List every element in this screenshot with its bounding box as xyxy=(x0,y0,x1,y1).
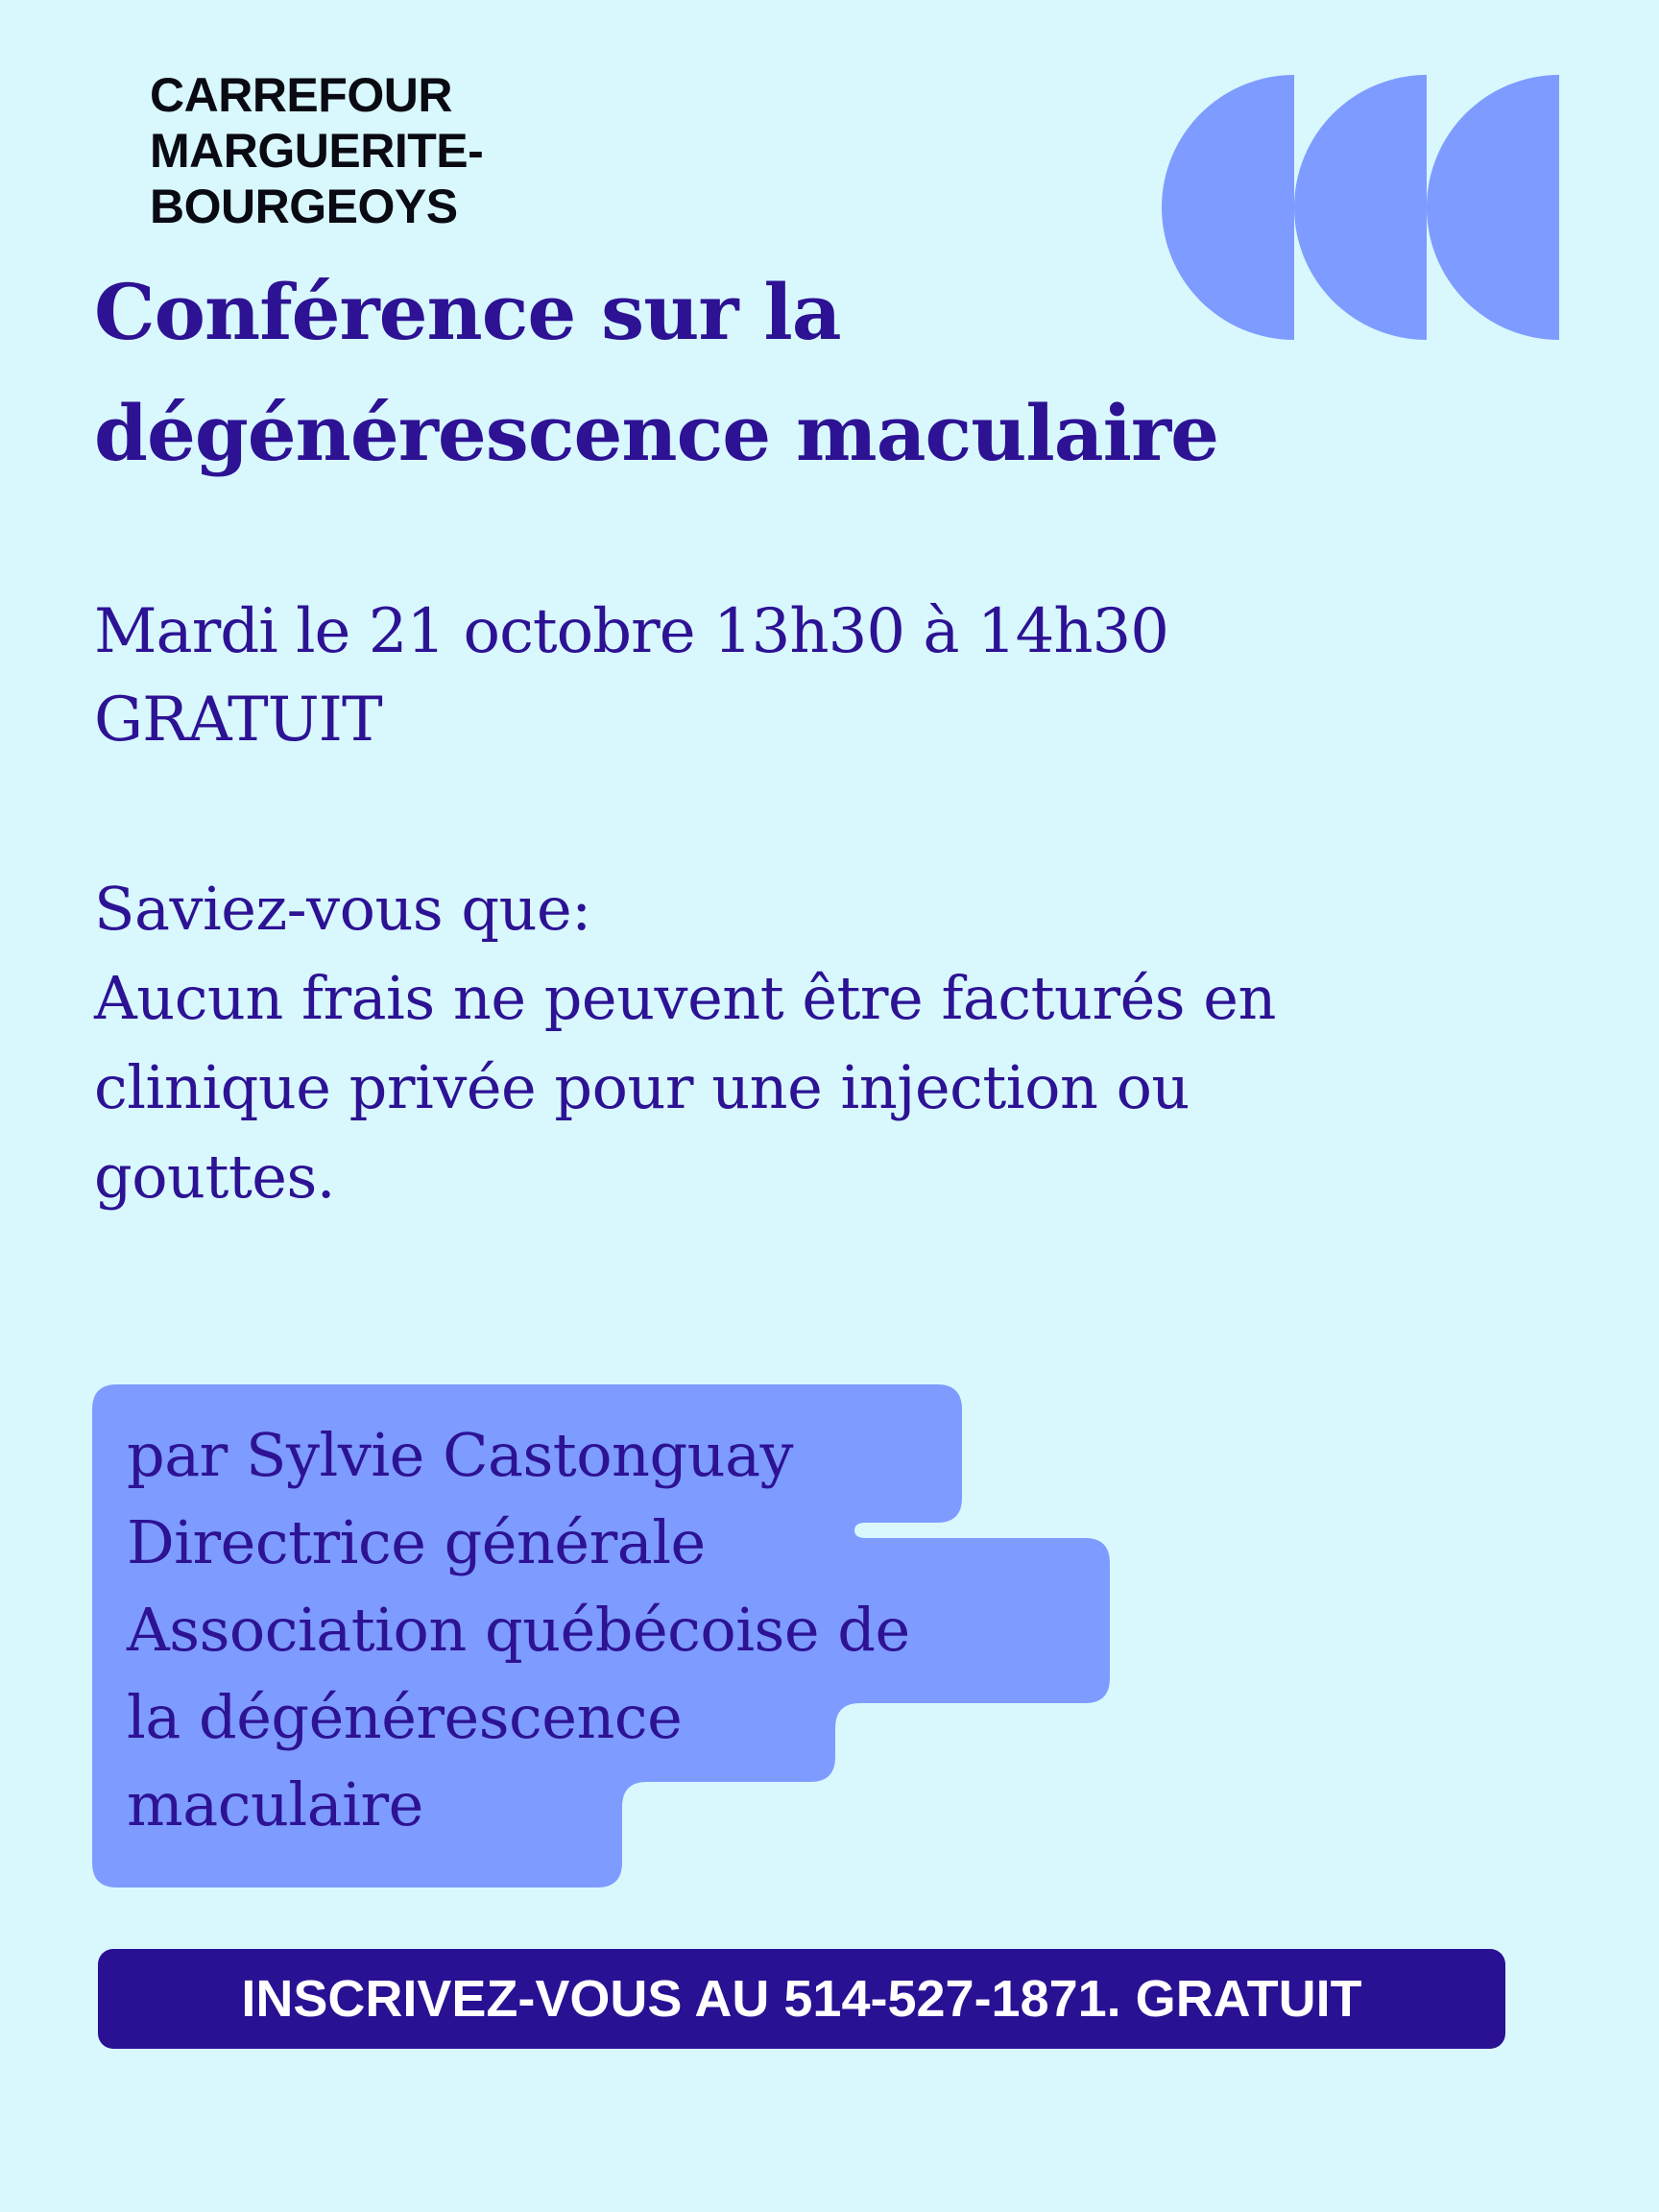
speaker-name: par Sylvie Castonguay xyxy=(127,1420,794,1490)
fact-heading: Saviez-vous que: xyxy=(94,874,591,944)
organization-name-line-3: BOURGEOYS xyxy=(150,180,458,233)
fact-line-2: clinique privée pour une injection ou xyxy=(94,1052,1190,1122)
title-line-2: dégénérescence maculaire xyxy=(94,388,1219,478)
title-line-1: Conférence sur la xyxy=(94,267,841,357)
event-date-time: Mardi le 21 octobre 13h30 à 14h30 xyxy=(94,596,1168,667)
organization-name-line-1: CARREFOUR xyxy=(150,68,452,122)
fact-block xyxy=(94,864,1592,1221)
organization-name xyxy=(150,67,553,234)
fact-line-1: Aucun frais ne peuvent être facturés en xyxy=(94,963,1276,1033)
event-price: GRATUIT xyxy=(94,685,382,756)
speaker-org-line-3: maculaire xyxy=(127,1769,423,1839)
speaker-block xyxy=(127,1411,1106,1848)
registration-banner[interactable] xyxy=(98,1949,1505,2049)
speaker-org-line-2: la dégénérescence xyxy=(127,1682,683,1752)
speaker-role: Directrice générale xyxy=(127,1507,706,1577)
registration-text: INSCRIVEZ-VOUS AU 514-527-1871. GRATUIT xyxy=(241,1970,1362,2028)
speaker-org-line-1: Association québécoise de xyxy=(127,1595,910,1665)
event-info xyxy=(94,588,1496,764)
organization-name-line-2: MARGUERITE- xyxy=(150,124,484,178)
fact-line-3: gouttes. xyxy=(94,1142,335,1212)
page-title xyxy=(94,252,1496,493)
